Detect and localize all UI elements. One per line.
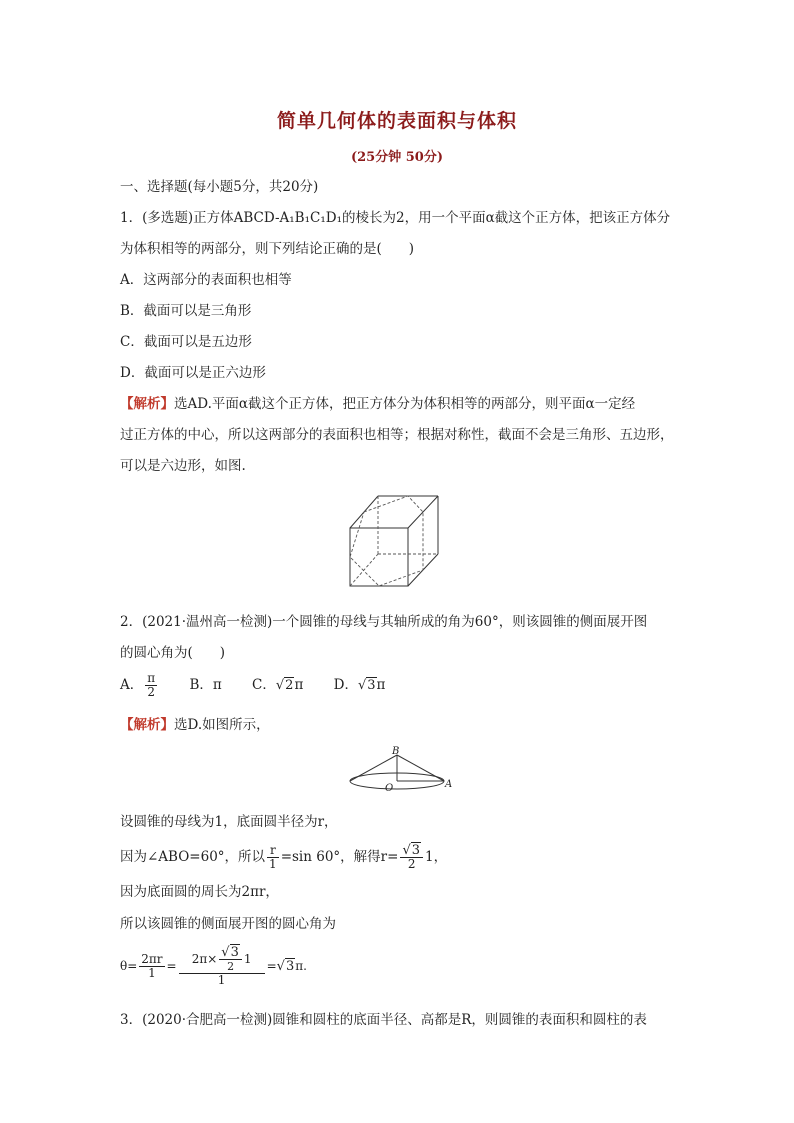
q1-option-b: B．截面可以是三角形 — [120, 303, 252, 319]
q2-option-b: B．π — [189, 677, 222, 693]
q2-stem-line1: 2．(2021·温州高一检测)一个圆锥的母线与其轴所成的角为60°，则该圆锥的侧面展开图 — [120, 614, 648, 630]
q2-analysis — [120, 715, 270, 735]
q2-solution-line2: 因为∠ABO=60°，所以 $\frac{r}{1}$ =sin 60°，解得r= $\frac{√3}{2}$ 1， — [120, 843, 448, 871]
q1-analysis-line2: 过正方体的中心，所以这两部分的表面积也相等；根据对称性，截面不会是三角形、五边形， — [120, 427, 674, 443]
q2-option-c: C．√2π — [252, 677, 304, 693]
q1-analysis-text: 选AD.平面α截这个正方体，把正方体分为体积相等的两部分，则平面α一定经 — [174, 396, 636, 412]
cube-hexagon-figure — [345, 490, 445, 590]
q1-analysis-line3: 可以是六边形，如图. — [120, 458, 246, 474]
section-heading: 一、选择题(每小题5分，共20分) — [120, 179, 319, 195]
q2-option-d: D．√3π — [333, 677, 386, 693]
page-subtitle: (25分钟 50分) — [350, 150, 443, 165]
q1-option-a: A．这两部分的表面积也相等 — [120, 272, 292, 288]
q2-solution-line5: θ= $\frac{2\pi r}{1}$ = 2π× $\frac{√3}{2}$ 1 1 =√3π. — [120, 945, 307, 987]
label-o: O — [385, 783, 394, 794]
q3-stem-line1: 3．(2020·合肥高一检测)圆锥和圆柱的底面半径、高都是R，则圆锥的表面积和圆柱的表 — [120, 1012, 647, 1028]
q2-analysis-text: 选D.如图所示， — [174, 717, 270, 733]
analysis-tag: 【解析】 — [120, 717, 174, 733]
q1-option-d: D．截面可以是正六边形 — [120, 365, 266, 381]
q1-analysis-line1 — [120, 394, 635, 414]
q2-solution-line3: 因为底面圆的周长为2πr， — [120, 884, 279, 900]
label-a: A — [445, 779, 453, 790]
cone-figure — [345, 745, 455, 795]
analysis-tag: 【解析】 — [120, 396, 174, 412]
q2-solution-line1: 设圆锥的母线为1，底面圆半径为r， — [120, 814, 338, 830]
q2-solution-line4: 所以该圆锥的侧面展开图的圆心角为 — [120, 916, 336, 932]
q2-options — [120, 672, 411, 699]
q1-stem-line1: 1．(多选题)正方体ABCD-A₁B₁C₁D₁的棱长为2，用一个平面α截这个正方体，把该正方体分 — [120, 210, 671, 226]
page-title: 简单几何体的表面积与体积 — [276, 110, 517, 132]
q2-option-a: A． $\frac{\pi}{2}$ — [120, 671, 156, 699]
label-b: B — [392, 746, 400, 757]
q2-stem-line2: 的圆心角为( ) — [120, 645, 226, 661]
q1-option-c: C．截面可以是五边形 — [120, 334, 252, 350]
q1-stem-line2: 为体积相等的两部分，则下列结论正确的是( ) — [120, 241, 415, 257]
